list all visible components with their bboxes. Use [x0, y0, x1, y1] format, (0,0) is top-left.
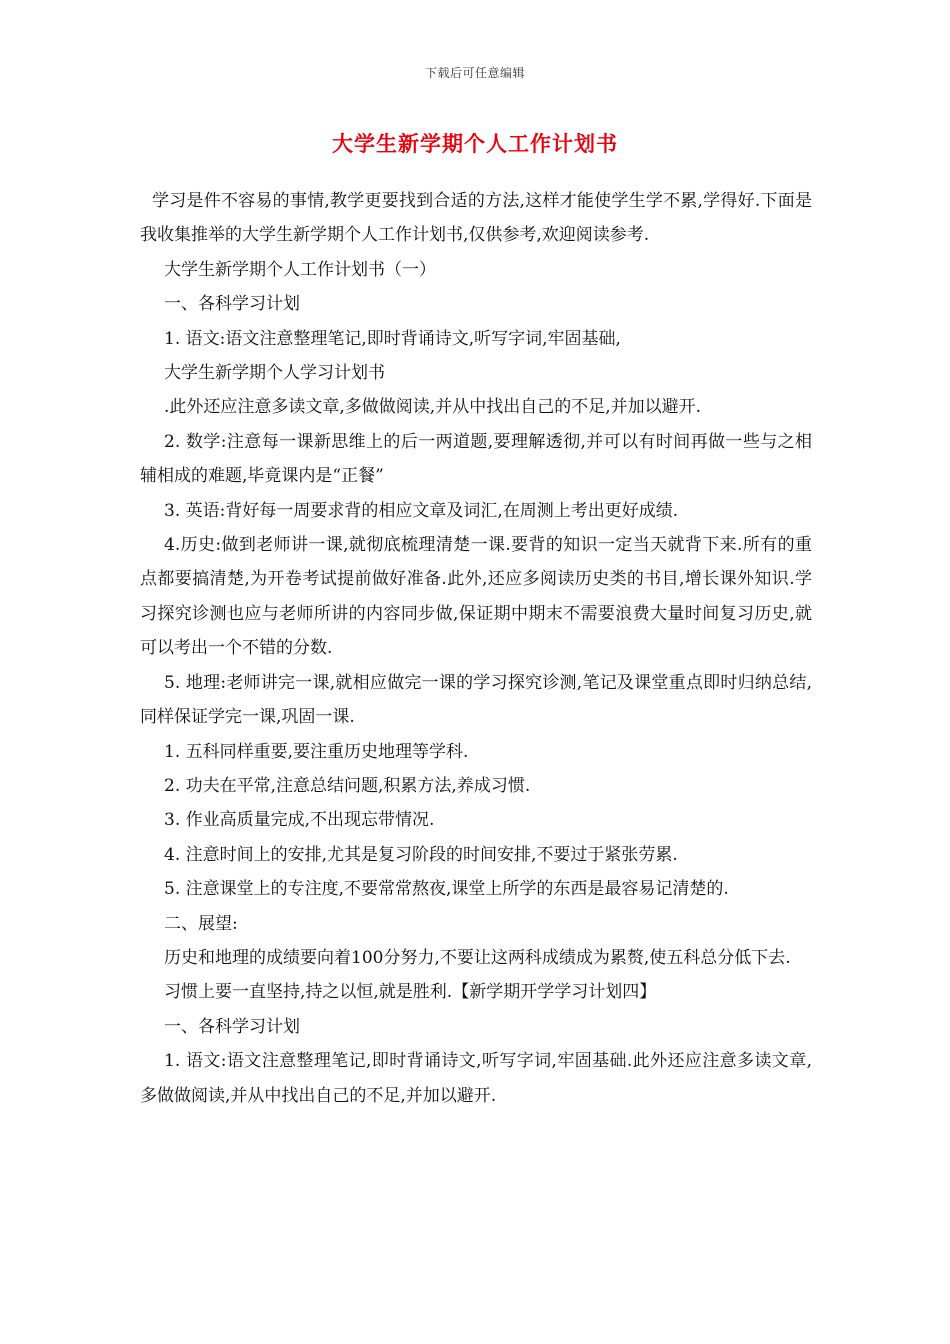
list-item: 4.历史:做到老师讲一课,就彻底梳理清楚一课.要背的知识一定当天就背下来.所有的重点都要搞清楚,为开卷考试提前做好准备.此外,还应多阅读历史类的书目,增长课外知识.学习探究诊测也应与老师所讲的内容同步做,保证期中期末不需要浪费大量时间复习历史,就可以考出一个不错的分数.	[140, 535, 812, 659]
document-body	[140, 184, 812, 1113]
header-note: 下载后可任意编辑	[424, 66, 525, 80]
paragraph: 历史和地理的成绩要向着100分努力,不要让这两科成绩成为累赘,使五科总分低下去.	[164, 947, 791, 968]
paragraph: .此外还应注意多读文章,多做做阅读,并从中找出自己的不足,并加以避开.	[164, 397, 702, 418]
list-item: 1. 语文:语文注意整理笔记,即时背诵诗文,听写字词,牢固基础.此外还应注意多读文章,多做做阅读,并从中找出自己的不足,并加以避开.	[140, 1051, 812, 1106]
list-item: 5. 地理:老师讲完一课,就相应做完一课的学习探究诊测,笔记及课堂重点即时归纳总结,同样保证学完一课,巩固一课.	[140, 672, 812, 728]
section-heading: 一、各科学习计划	[164, 1016, 300, 1037]
section-heading: 一、各科学习计划	[164, 294, 300, 315]
list-item: 2. 数学:注意每一课新思维上的后一两道题,要理解透彻,并可以有时间再做一些与之相辅相成的难题,毕竟课内是“正餐”	[140, 431, 812, 487]
intro-paragraph: 学习是件不容易的事情,教学更要找到合适的方法,这样才能使学生学不累,学得好.下面是我收集推举的大学生新学期个人工作计划书,仅供参考,欢迎阅读参考.	[140, 191, 812, 246]
list-item: 1. 五科同样重要,要注重历史地理等学科.	[164, 741, 469, 762]
list-item: 4. 注意时间上的安排,尤其是复习阶段的时间安排,不要过于紧张劳累.	[164, 844, 678, 865]
paragraph: 大学生新学期个人学习计划书	[164, 363, 385, 384]
list-item: 3. 作业高质量完成,不出现忘带情况.	[164, 810, 435, 831]
list-item: 5. 注意课堂上的专注度,不要常常熬夜,课堂上所学的东西是最容易记清楚的.	[164, 879, 729, 900]
document-title: 大学生新学期个人工作计划书	[332, 131, 618, 156]
list-item: 3. 英语:背好每一周要求背的相应文章及词汇,在周测上考出更好成绩.	[164, 500, 679, 521]
paragraph: 习惯上要一直坚持,持之以恒,就是胜利.【新学期开学学习计划四】	[164, 982, 657, 1003]
section-heading: 二、展望:	[164, 913, 238, 934]
list-item: 2. 功夫在平常,注意总结问题,积累方法,养成习惯.	[164, 775, 531, 796]
section-heading: 大学生新学期个人工作计划书（一）	[164, 259, 436, 280]
list-item: 1. 语文:语文注意整理笔记,即时背诵诗文,听写字词,牢固基础,	[164, 328, 621, 349]
